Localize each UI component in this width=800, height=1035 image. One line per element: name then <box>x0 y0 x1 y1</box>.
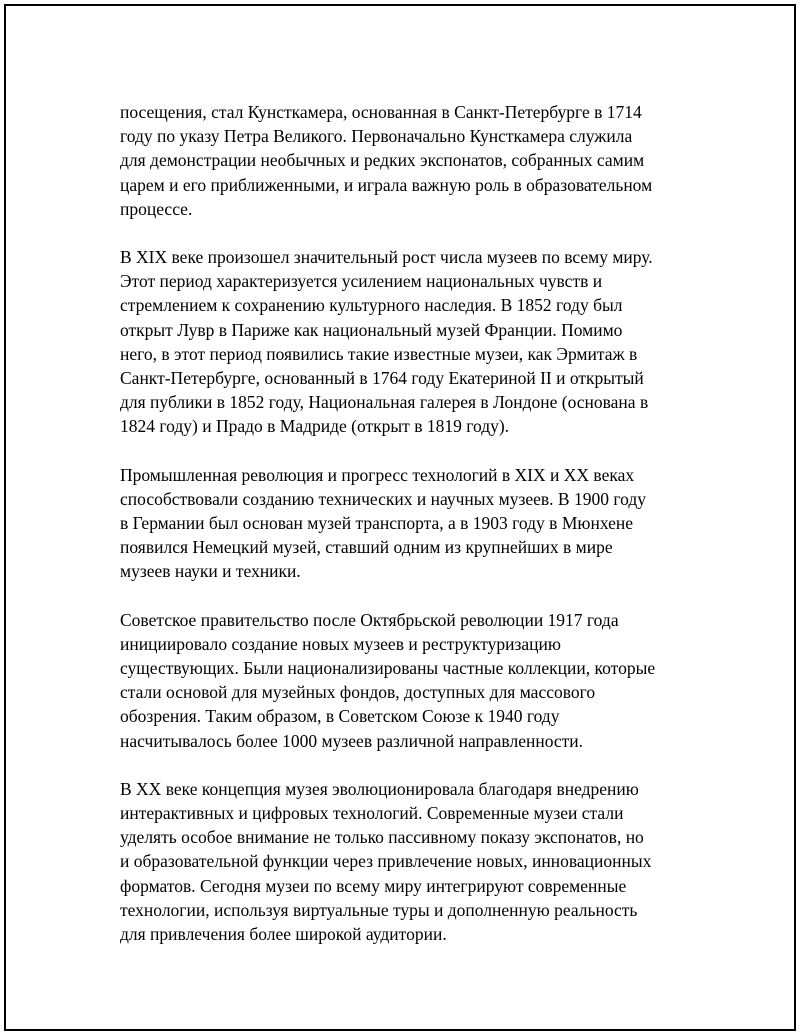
text-line: В XX веке концепция музея эволюционировала благодаря внедрению <box>120 778 639 799</box>
text-line: него, в этот период появились такие известные музеи, как Эрмитаж в <box>120 343 638 364</box>
text-line: Санкт-Петербурге, основанный в 1764 году Екатериной II и открытый <box>120 368 644 389</box>
text-line: стали основой для музейных фондов, доступных для массового <box>120 682 596 703</box>
text-line: в Германии был основан музей транспорта, а в 1903 году в Мюнхене <box>120 513 634 534</box>
text-line: для публики в 1852 году, Национальная галерея в Лондоне (основана в <box>120 392 649 413</box>
text-line: интерактивных и цифровых технологий. Современные музеи стали <box>120 803 624 824</box>
text-line: инициировало создание новых музеев и реструктуризацию <box>120 633 561 654</box>
text-line: В XIX веке произошел значительный рост числа музеев по всему миру. <box>120 247 653 268</box>
paragraph-industrial-revolution <box>120 463 690 584</box>
text-line: музеев науки и техники. <box>120 561 301 582</box>
text-line: форматов. Сегодня музеи по всему миру интегрируют современные <box>120 875 627 896</box>
text-line: способствовали созданию технических и научных музеев. В 1900 году <box>120 488 646 509</box>
text-line: году по указу Петра Великого. Первоначально Кунсткамера служила <box>120 126 633 147</box>
text-line: появился Немецкий музей, ставший одним из крупнейших в мире <box>120 537 613 558</box>
text-line: технологии, используя виртуальные туры и дополненную реальность <box>120 899 638 920</box>
document-page <box>4 4 796 1031</box>
paragraph-kunstkamera <box>120 100 690 221</box>
text-line: и образовательной функции через привлечение новых, инновационных <box>120 851 652 872</box>
text-line: посещения, стал Кунсткамера, основанная в Санкт-Петербурге в 1714 <box>120 102 642 122</box>
text-line: открыт Лувр в Париже как национальный музей Франции. Помимо <box>120 319 623 340</box>
text-line: Промышленная революция и прогресс технологий в XIX и XX веках <box>120 464 635 485</box>
paragraph-19th-century <box>120 245 690 439</box>
text-line: царем и его приближенными, и играла важную роль в образовательном <box>120 174 653 195</box>
document-body <box>120 100 690 970</box>
text-line: Советское правительство после Октябрьской революции 1917 года <box>120 609 619 630</box>
text-line: для привлечения более широкой аудитории. <box>120 924 447 945</box>
paragraph-soviet-museums <box>120 608 690 753</box>
text-line: существующих. Были национализированы частные коллекции, которые <box>120 658 656 679</box>
text-line: Этот период характеризуется усилением национальных чувств и <box>120 271 603 292</box>
text-line: уделять особое внимание не только пассивному показу экспонатов, но <box>120 827 644 848</box>
text-line: обозрения. Таким образом, в Советском Союзе к 1940 году <box>120 706 560 727</box>
text-line: стремлением к сохранению культурного наследия. В 1852 году был <box>120 295 623 316</box>
text-line: для демонстрации необычных и редких экспонатов, собранных самим <box>120 150 645 171</box>
text-line: процессе. <box>120 198 193 219</box>
text-line: насчитывалось более 1000 музеев различной направленности. <box>120 730 584 751</box>
paragraph-20th-century <box>120 777 690 946</box>
text-line: 1824 году) и Прадо в Мадриде (открыт в 1819 году). <box>120 416 510 437</box>
